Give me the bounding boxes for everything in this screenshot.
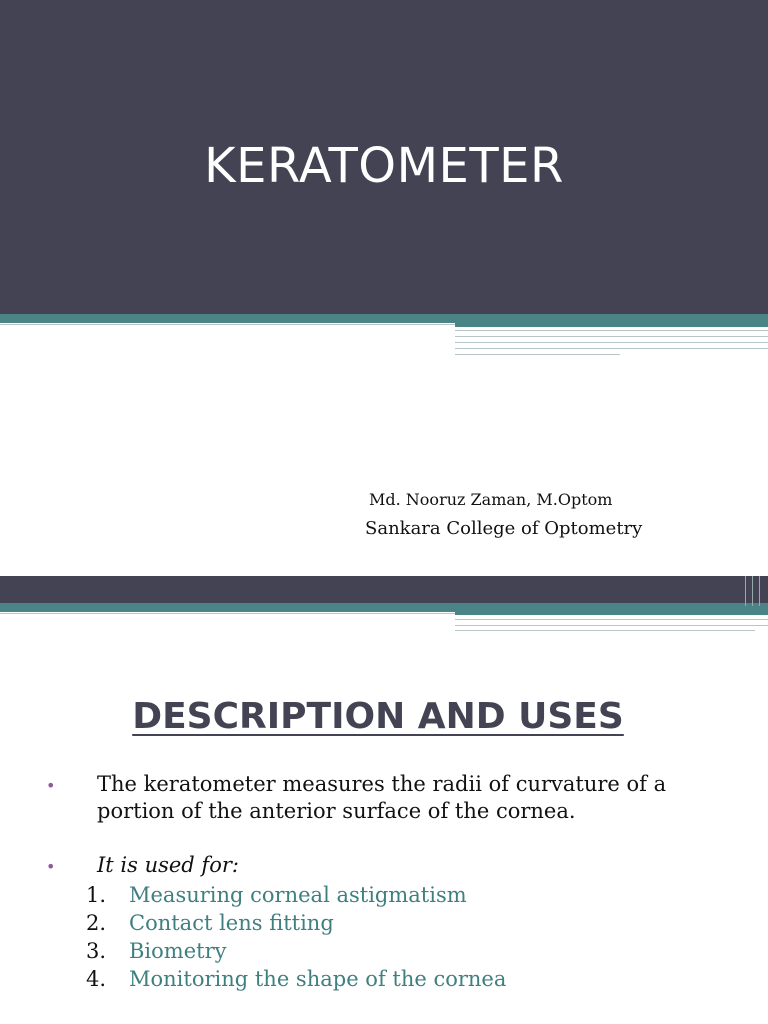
list-number: 1. xyxy=(86,883,107,907)
use-item: Contact lens fitting xyxy=(129,911,334,935)
accent-line xyxy=(455,619,768,620)
slide-heading: DESCRIPTION AND USES xyxy=(132,696,624,737)
edge-mark xyxy=(752,576,753,606)
edge-mark xyxy=(759,576,760,606)
bullet-marker: • xyxy=(46,776,56,795)
accent-highlight xyxy=(620,343,754,345)
accent-line xyxy=(455,630,755,631)
use-item: Measuring corneal astigmatism xyxy=(129,883,467,907)
list-number: 4. xyxy=(86,967,107,991)
accent-line xyxy=(455,348,768,349)
author-name: Md. Nooruz Zaman, M.Optom xyxy=(369,490,613,509)
header-accent xyxy=(455,609,768,615)
banner-rule xyxy=(0,324,455,325)
banner-accent xyxy=(455,321,768,327)
bullet-marker: • xyxy=(46,857,56,876)
content-slide xyxy=(0,576,768,1024)
list-number: 2. xyxy=(86,911,107,935)
accent-highlight xyxy=(540,331,710,333)
definition-text: The keratometer measures the radii of curvature of a portion of the anterior surface of the cornea. xyxy=(97,772,667,823)
header-rule xyxy=(0,613,455,614)
institution-name: Sankara College of Optometry xyxy=(365,518,643,539)
list-number: 3. xyxy=(86,939,107,963)
accent-line xyxy=(455,354,620,355)
use-item: Monitoring the shape of the cornea xyxy=(129,967,507,991)
header-band xyxy=(0,576,768,603)
use-item: Biometry xyxy=(129,939,227,963)
slide-title: KERATOMETER xyxy=(204,138,564,194)
uses-intro: It is used for: xyxy=(97,853,239,877)
accent-line xyxy=(455,336,768,337)
accent-highlight xyxy=(620,626,754,628)
edge-mark xyxy=(745,576,746,606)
